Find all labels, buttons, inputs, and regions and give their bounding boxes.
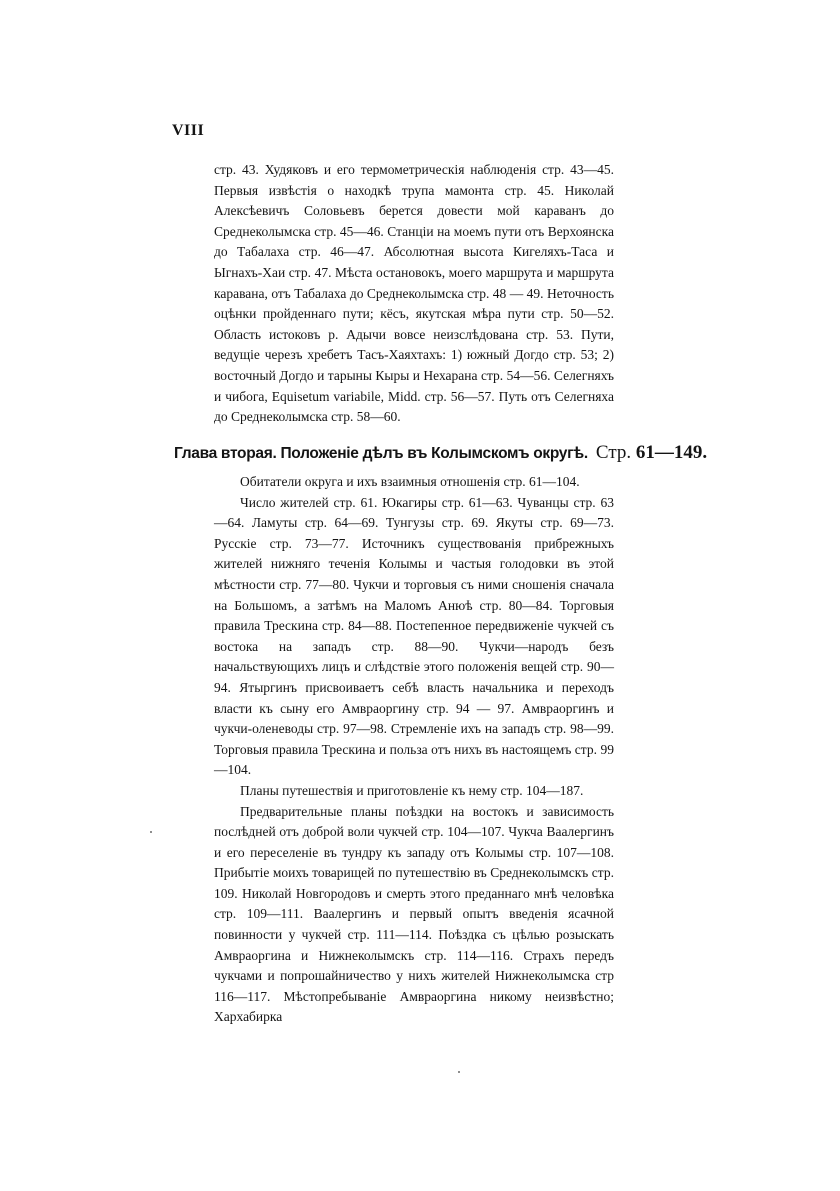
- chapter-heading: [174, 440, 714, 467]
- page-number: VIII: [172, 122, 205, 139]
- section-body: Число жителей стр. 61. Юкагиры стр. 61—63. Чуванцы стр. 63—64. Ламуты стр. 64—69. Тунгузы стр. 69. Якуты стр. 69—73. Русскіе стр. 73—77. Источникъ существованія прибрежныхъ жителей нижняго теченія Колымы и частыя голодовки въ этой мѣстности стр. 77—80. Чукчи и торговыя съ ними сношенія сначала на Большомъ, а затѣмъ на Маломъ Анюѣ стр. 80—84. Торговыя правила Трескина стр. 84—88. Постепенное передвиженіе чукчей съ востока на западъ стр. 88—90. Чукчи—народъ безъ начальствующихъ лицъ и слѣдствіе этого положенія вещей стр. 90—94. Ятыргинъ присвоиваетъ себѣ власть начальника и переходъ власти къ сыну его Амвраоргину стр. 94 — 97. Амвраоргинъ и чукчи-оленеводы стр. 97—98. Стремленіе ихъ на западъ стр. 98—99. Торговыя правила Трескина и польза отъ нихъ въ настоящемъ стр. 99—104.: [214, 494, 614, 778]
- print-speck: [458, 1071, 460, 1073]
- continuation-paragraph: стр. 43. Худяковъ и его термометрическія наблюденія стр. 43—45. Первыя извѣстія о находкѣ трупа мамонта стр. 45. Николай Алексѣевичъ Соловьевъ берется довести мой караванъ до Среднеколымска стр. 45—46. Станціи на моемъ пути отъ Верхоянска до Табалаха стр. 46—47. Абсолютная высота Кигеляхъ-Таса и Ыгнахъ-Хаи стр. 47. Мѣста остановокъ, моего маршрута и маршрута каравана, отъ Табалаха до Среднеколымска стр. 48 — 49. Неточность оцѣнки пройденнаго пути; кёсъ, якутская мѣра пути стр. 50—52. Область истоковъ р. Адычи вовсе неизслѣдована стр. 53. Пути, ведущіе черезъ хребетъ Тасъ-Хаяхтахъ: 1) южный Догдо стр. 53; 2) восточный Догдо и тарыны Кыры и Нехарана стр. 54—56. Селегняхъ и чибога, Equisetum variabile, Midd. стр. 56—57. Путь отъ Селегняха до Среднеколымска стр. 58—60.: [214, 162, 614, 425]
- print-speck: [150, 831, 152, 833]
- chapter-contents: [214, 472, 614, 1028]
- chapter-pages-range: 61—149.: [635, 442, 708, 463]
- chapter-title: Глава вторая. Положеніе дѣлъ въ Колымскомъ округѣ.: [174, 445, 588, 462]
- chapter-pages-prefix: Стр.: [595, 442, 632, 463]
- section-heading: Планы путешествія и приготовленіе къ нему стр. 104—187.: [240, 782, 584, 798]
- section-heading: Обитатели округа и ихъ взаимныя отношенія стр. 61—104.: [240, 474, 580, 489]
- chapter-pages: [596, 442, 707, 463]
- section-body: Предварительные планы поѣздки на востокъ и зависимость послѣдней отъ доброй воли чукчей стр. 104—107. Чукча Ваалергинъ и его переселеніе въ тундру къ западу отъ Колымы стр. 107—108. Прибытіе моихъ товарищей по путешествію въ Среднеколымскъ стр. 109. Николай Новгородовъ и смерть этого преданнаго мнѣ человѣка стр. 109—111. Ваалергинъ и первый опытъ введенія ясачной повинности у чукчей стр. 111—114. Поѣздка съ цѣлью розыскать Амвраоргина и Нижнеколымскъ стр. 114—116. Страхъ передъ чукчами и попрошайничество у нихъ жителей Нижнеколымска стр 116—117. Мѣстопребываніе Амвраоргина никому неизвѣстно; Хархабирка: [214, 803, 614, 1025]
